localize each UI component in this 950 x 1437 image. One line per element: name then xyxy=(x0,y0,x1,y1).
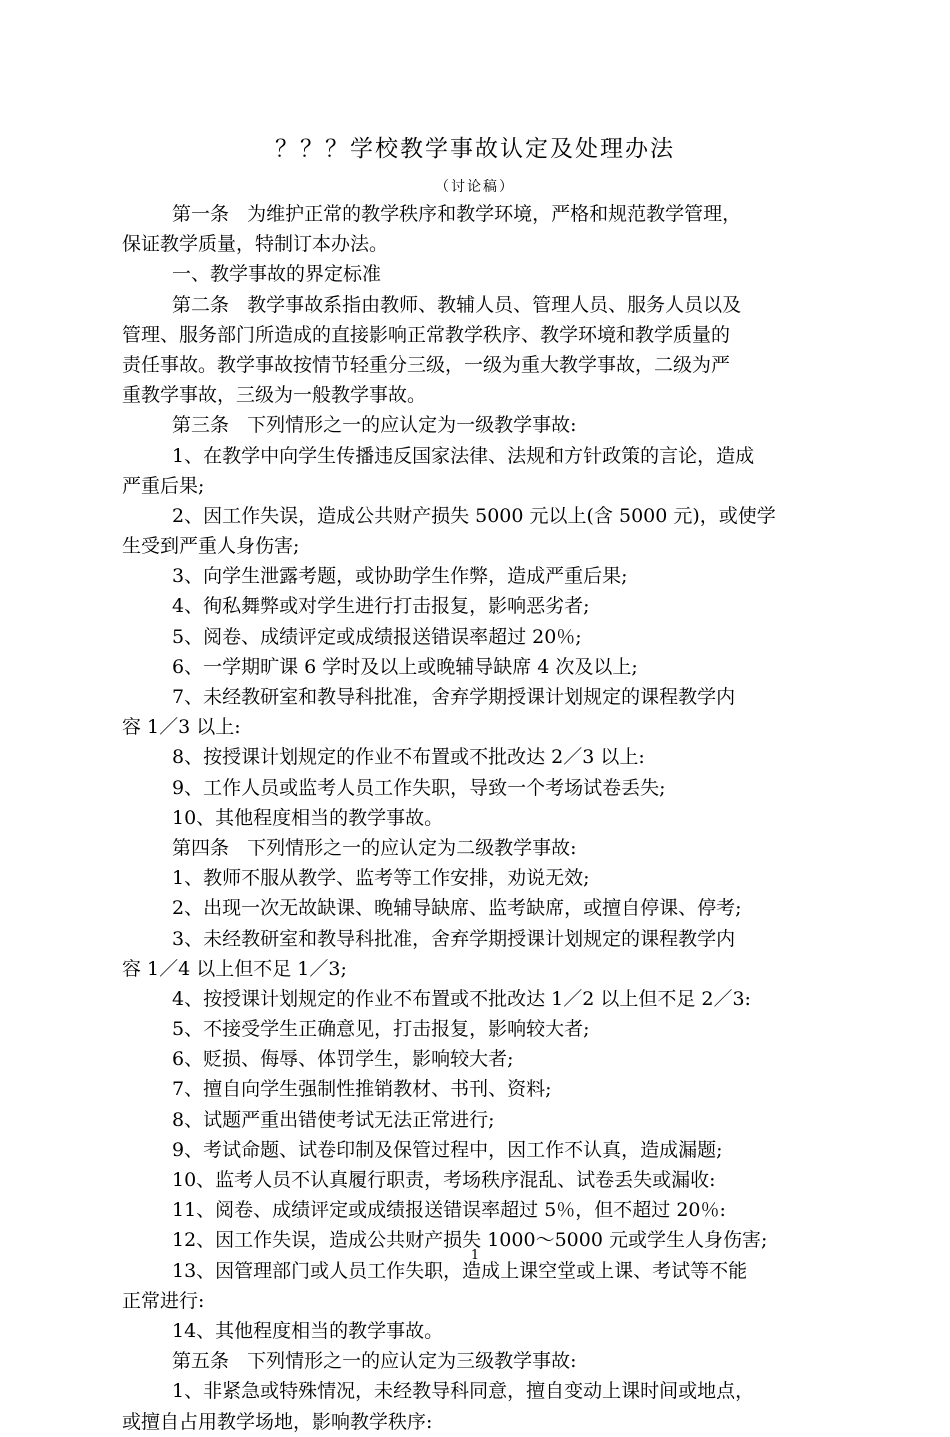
text-line: 8、试题严重出错使考试无法正常进行; xyxy=(172,1108,495,1131)
text-line: 责任事故。教学事故按情节轻重分三级，一级为重大教学事故，二级为严 xyxy=(122,353,731,376)
text-line: 6、贬损、侮辱、体罚学生，影响较大者; xyxy=(172,1048,514,1071)
page-number: 1 xyxy=(470,1248,480,1263)
text-line: 6、一学期旷课 6 学时及以上或晚辅导缺席 4 次及以上; xyxy=(172,655,638,678)
text-line: 3、未经教研室和教导科批准，舍弃学期授课计划规定的课程教学内 xyxy=(172,927,736,950)
text-line: 7、未经教研室和教导科批准，舍弃学期授课计划规定的课程教学内 xyxy=(172,686,736,708)
text-line: 第五条 下列情形之一的应认定为三级教学事故: xyxy=(172,1350,577,1373)
document-title: ？？？学校教学事故认定及处理办法 xyxy=(275,136,675,162)
text-line: 2、因工作失误，造成公共财产损失 5000 元以上(含 5000 元)，或使学 xyxy=(172,504,776,527)
text-line: 3、向学生泄露考题，或协助学生作弊，造成严重后果; xyxy=(172,565,628,588)
text-line: 2、出现一次无故缺课、晚辅导缺席、监考缺席，或擅自停课、停考; xyxy=(172,897,742,920)
text-line: 10、监考人员不认真履行职责，考场秩序混乱、试卷丢失或漏收: xyxy=(172,1169,716,1191)
text-line: 第四条 下列情形之一的应认定为二级教学事故: xyxy=(172,836,577,859)
text-line: 1、非紧急或特殊情况，未经教导科同意，擅自变动上课时间或地点， xyxy=(172,1380,755,1403)
text-line: 或擅自占用教学场地，影响教学秩序: xyxy=(122,1410,433,1433)
text-line: 保证教学质量，特制订本办法。 xyxy=(122,233,389,256)
text-line: 严重后果; xyxy=(122,474,205,497)
text-line: 一、教学事故的界定标准 xyxy=(172,263,382,286)
text-line: 第一条 为维护正常的教学秩序和教学环境，严格和规范教学管理， xyxy=(172,203,742,225)
text-line: 11、阅卷、成绩评定或成绩报送错误率超过 5％，但不超过 20％: xyxy=(172,1199,726,1222)
text-line: 14、其他程度相当的教学事故。 xyxy=(172,1319,444,1342)
text-line: 12、因工作失误，造成公共财产损失 1000～5000 元或学生人身伤害; xyxy=(172,1229,768,1252)
text-line: 容 1／3 以上: xyxy=(122,716,241,739)
text-line: 第三条 下列情形之一的应认定为一级教学事故: xyxy=(172,414,577,437)
text-line: 1、教师不服从教学、监考等工作安排，劝说无效; xyxy=(172,867,590,890)
text-line: 13、因管理部门或人员工作失职，造成上课空堂或上课、考试等不能 xyxy=(172,1259,748,1282)
text-line: 容 1／4 以上但不足 1／3; xyxy=(122,957,347,980)
text-line: 7、擅自向学生强制性推销教材、书刊、资料; xyxy=(172,1078,552,1101)
text-line: 4、徇私舞弊或对学生进行打击报复，影响恶劣者; xyxy=(172,595,590,618)
document-subtitle: （讨论稿） xyxy=(435,179,515,195)
text-line: 9、工作人员或监考人员工作失职，导致一个考场试卷丢失; xyxy=(172,776,666,799)
text-line: 10、其他程度相当的教学事故。 xyxy=(172,806,444,829)
text-line: 5、不接受学生正确意见，打击报复，影响较大者; xyxy=(172,1018,590,1041)
text-line: 重教学事故，三级为一般教学事故。 xyxy=(122,384,427,407)
text-line: 1、在教学中向学生传播违反国家法律、法规和方针政策的言论，造成 xyxy=(172,444,755,467)
text-line: 第二条 教学事故系指由教师、教辅人员、管理人员、服务人员以及 xyxy=(172,293,742,316)
text-line: 8、按授课计划规定的作业不布置或不批改达 2／3 以上: xyxy=(172,746,645,769)
text-line: 5、阅卷、成绩评定或成绩报送错误率超过 20％; xyxy=(172,625,582,648)
text-line: 4、按授课计划规定的作业不布置或不批改达 1／2 以上但不足 2／3: xyxy=(172,987,751,1010)
text-line: 管理、服务部门所造成的直接影响正常教学秩序、教学环境和教学质量的 xyxy=(122,323,731,346)
text-line: 正常进行: xyxy=(122,1289,205,1312)
text-line: 9、考试命题、试卷印制及保管过程中，因工作不认真，造成漏题; xyxy=(172,1138,723,1161)
text-line: 生受到严重人身伤害; xyxy=(122,535,300,558)
